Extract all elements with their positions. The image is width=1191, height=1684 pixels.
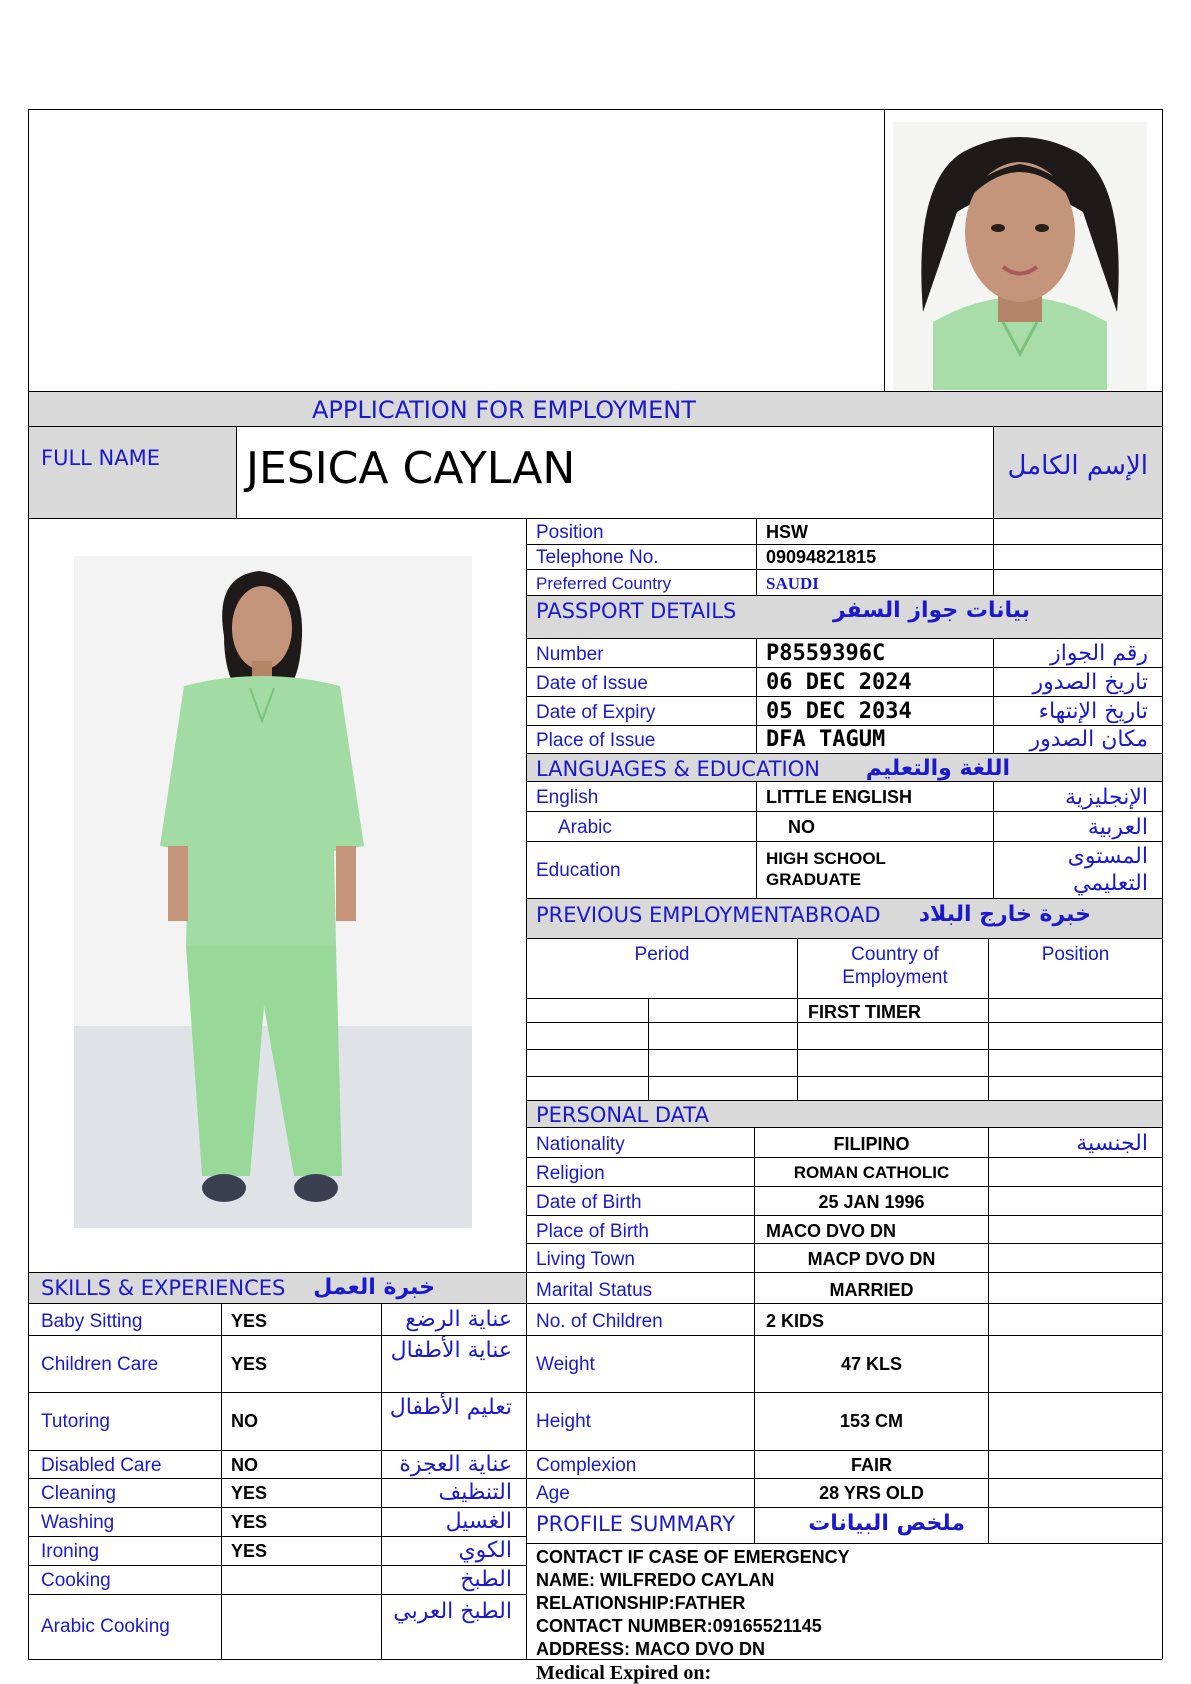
english-label-ar: الإنجليزية bbox=[1065, 785, 1148, 810]
cleaning-value: YES bbox=[231, 1483, 268, 1503]
portrait-photo bbox=[893, 122, 1147, 390]
children-care-value: YES bbox=[231, 1354, 268, 1374]
children-count-value: 2 KIDS bbox=[766, 1311, 825, 1331]
disabled-care-label-ar: عناية العجزة bbox=[399, 1452, 512, 1477]
skills-header: SKILLS & EXPERIENCES bbox=[41, 1276, 286, 1300]
country-column-header: Country of Employment bbox=[842, 944, 948, 988]
full-body-photo bbox=[74, 556, 472, 1228]
position-label: Position bbox=[536, 522, 604, 543]
education-label: Education bbox=[536, 860, 621, 881]
emergency-line-4: CONTACT NUMBER:09165521145 bbox=[536, 1616, 822, 1636]
ironing-label: Ironing bbox=[41, 1541, 100, 1562]
washing-label-ar: الغسيل bbox=[445, 1509, 512, 1534]
emergency-line-2: NAME: WILFREDO CAYLAN bbox=[536, 1570, 775, 1590]
passport-header: PASSPORT DETAILS bbox=[536, 599, 737, 623]
education-label-ar: المستوى التعليمي bbox=[1067, 844, 1148, 896]
personal-data-header: PERSONAL DATA bbox=[536, 1103, 709, 1127]
living-town-label: Living Town bbox=[536, 1249, 635, 1270]
birth-date-value: 25 JAN 1996 bbox=[818, 1192, 925, 1212]
tutoring-label: Tutoring bbox=[41, 1411, 110, 1432]
issue-place-label: Place of Issue bbox=[536, 730, 656, 751]
cooking-label-ar: الطبخ bbox=[460, 1567, 512, 1592]
baby-sitting-label: Baby Sitting bbox=[41, 1311, 143, 1332]
position-column-header: Position bbox=[1041, 944, 1110, 965]
arabic-label: Arabic bbox=[558, 817, 612, 838]
nationality-label: Nationality bbox=[536, 1134, 625, 1155]
previous-employment-header-ar: خبرة خارج البلاد bbox=[918, 902, 1091, 927]
religion-value: ROMAN CATHOLIC bbox=[793, 1163, 950, 1182]
expiry-date-label-ar: تاريخ الإنتهاء bbox=[1038, 699, 1148, 724]
previous-employment-header: PREVIOUS EMPLOYMENTABROAD bbox=[536, 903, 881, 927]
telephone-value: 09094821815 bbox=[766, 547, 877, 567]
issue-date-value: 06 DEC 2024 bbox=[766, 670, 912, 695]
age-value: 28 YRS OLD bbox=[819, 1483, 924, 1503]
issue-place-value: DFA TAGUM bbox=[766, 727, 886, 752]
languages-header: LANGUAGES & EDUCATION bbox=[536, 757, 820, 781]
baby-sitting-label-ar: عناية الرضع bbox=[405, 1307, 512, 1332]
birth-date-label: Date of Birth bbox=[536, 1192, 642, 1213]
passport-number-label: Number bbox=[536, 644, 604, 665]
position-value: HSW bbox=[766, 522, 808, 542]
arabic-label-ar: العربية bbox=[1087, 815, 1148, 840]
living-town-value: MACP DVO DN bbox=[807, 1249, 936, 1269]
washing-value: YES bbox=[231, 1512, 268, 1532]
nationality-label-ar: الجنسية bbox=[1076, 1131, 1148, 1156]
nationality-value: FILIPINO bbox=[833, 1134, 910, 1154]
telephone-label: Telephone No. bbox=[536, 547, 659, 568]
birth-place-value: MACO DVO DN bbox=[766, 1221, 896, 1241]
english-label: English bbox=[536, 787, 599, 808]
marital-status-value: MARRIED bbox=[829, 1280, 914, 1300]
children-count-label: No. of Children bbox=[536, 1311, 663, 1332]
passport-number-value: P8559396C bbox=[766, 641, 886, 666]
children-care-label-ar: عناية الأطفال bbox=[390, 1338, 512, 1363]
emergency-line-3: RELATIONSHIP:FATHER bbox=[536, 1593, 746, 1613]
preferred-country-label: Preferred Country bbox=[536, 574, 672, 593]
profile-summary-header-ar: ملخص البيانات bbox=[808, 1511, 965, 1536]
issue-date-label-ar: تاريخ الصدور bbox=[1032, 670, 1148, 695]
preferred-country-value: SAUDI bbox=[766, 574, 819, 593]
languages-header-ar: اللغة والتعليم bbox=[865, 756, 1010, 781]
full-name-label-ar: الإسم الكامل bbox=[1007, 451, 1148, 481]
complexion-value: FAIR bbox=[850, 1455, 892, 1475]
issue-date-label: Date of Issue bbox=[536, 673, 648, 694]
form-title: APPLICATION FOR EMPLOYMENT bbox=[312, 396, 696, 424]
emergency-line-1: CONTACT IF CASE OF EMERGENCY bbox=[536, 1547, 850, 1567]
ironing-value: YES bbox=[231, 1541, 268, 1561]
height-value: 153 CM bbox=[839, 1411, 904, 1431]
washing-label: Washing bbox=[41, 1512, 115, 1533]
expiry-date-label: Date of Expiry bbox=[536, 702, 656, 723]
emergency-line-5: ADDRESS: MACO DVO DN bbox=[536, 1639, 766, 1659]
cleaning-label: Cleaning bbox=[41, 1483, 116, 1504]
full-name-value: JESICA CAYLAN bbox=[246, 443, 576, 494]
children-care-label: Children Care bbox=[41, 1354, 159, 1375]
ironing-label-ar: الكوي bbox=[458, 1538, 512, 1563]
skills-header-ar: خبرة العمل bbox=[313, 1275, 435, 1300]
english-value: LITTLE ENGLISH bbox=[766, 787, 912, 807]
marital-status-label: Marital Status bbox=[536, 1280, 653, 1301]
disabled-care-label: Disabled Care bbox=[41, 1455, 162, 1476]
expiry-date-value: 05 DEC 2034 bbox=[766, 699, 912, 724]
issue-place-label-ar: مكان الصدور bbox=[1029, 727, 1148, 752]
medical-expiry-label: Medical Expired on: bbox=[536, 1662, 712, 1684]
weight-label: Weight bbox=[536, 1354, 595, 1375]
baby-sitting-value: YES bbox=[231, 1311, 268, 1331]
tutoring-value: NO bbox=[231, 1411, 258, 1431]
passport-header-ar: بيانات جواز السفر bbox=[832, 598, 1030, 623]
education-value: HIGH SCHOOL GRADUATE bbox=[766, 849, 886, 889]
full-name-label: FULL NAME bbox=[41, 446, 160, 470]
cooking-label: Cooking bbox=[41, 1570, 111, 1591]
arabic-cooking-label-ar: الطبخ العربي bbox=[393, 1599, 512, 1624]
tutoring-label-ar: تعليم الأطفال bbox=[389, 1395, 512, 1420]
arabic-cooking-label: Arabic Cooking bbox=[41, 1616, 170, 1637]
previous-employment-row: FIRST TIMER bbox=[808, 1002, 921, 1022]
birth-place-label: Place of Birth bbox=[536, 1221, 649, 1242]
profile-summary-header: PROFILE SUMMARY bbox=[536, 1512, 736, 1536]
period-column-header: Period bbox=[634, 944, 690, 965]
passport-number-label-ar: رقم الجواز bbox=[1050, 641, 1148, 666]
cleaning-label-ar: التنظيف bbox=[438, 1480, 512, 1505]
weight-value: 47 KLS bbox=[840, 1354, 903, 1374]
complexion-label: Complexion bbox=[536, 1455, 637, 1476]
religion-label: Religion bbox=[536, 1163, 605, 1184]
height-label: Height bbox=[536, 1411, 591, 1432]
disabled-care-value: NO bbox=[231, 1455, 258, 1475]
age-label: Age bbox=[536, 1483, 570, 1504]
arabic-value: NO bbox=[788, 817, 815, 837]
